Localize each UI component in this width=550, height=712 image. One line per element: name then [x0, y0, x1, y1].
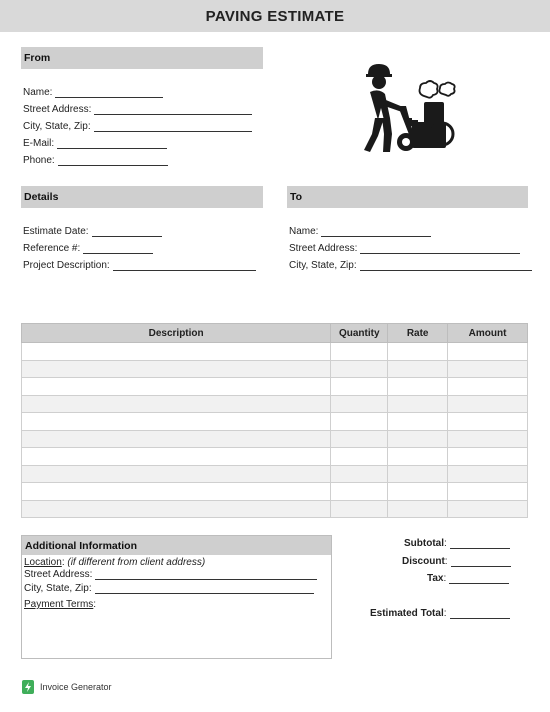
addl-street-field[interactable]	[24, 569, 317, 580]
quantity-cell[interactable]	[331, 465, 388, 483]
details-heading: Details	[21, 186, 263, 208]
title-bar	[0, 0, 550, 32]
quantity-cell[interactable]	[331, 448, 388, 466]
estimate-date-label: Estimate Date:	[23, 226, 89, 237]
discount-field[interactable]	[402, 556, 511, 567]
addl-city-field[interactable]	[24, 583, 314, 594]
amount-cell[interactable]	[448, 378, 528, 396]
reference-label: Reference #:	[23, 243, 81, 254]
amount-cell[interactable]	[448, 343, 528, 361]
table-row	[22, 483, 528, 501]
description-cell[interactable]	[22, 378, 331, 396]
quantity-cell[interactable]	[331, 483, 388, 501]
rate-cell[interactable]	[388, 343, 448, 361]
estimated-total-label: Estimated Total	[370, 608, 444, 619]
to-street-field[interactable]	[289, 243, 520, 254]
line-items-table	[21, 323, 528, 518]
from-email-label: E-Mail:	[23, 138, 55, 149]
description-cell[interactable]	[22, 395, 331, 413]
discount-label: Discount	[402, 556, 445, 567]
invoice-generator-logo-icon	[22, 680, 34, 694]
description-cell[interactable]	[22, 343, 331, 361]
amount-cell[interactable]	[448, 448, 528, 466]
col-quantity-header: Quantity	[331, 324, 388, 343]
quantity-cell[interactable]	[331, 360, 388, 378]
payment-terms-line[interactable]	[24, 599, 96, 610]
estimate-date-field[interactable]	[23, 226, 162, 237]
description-cell[interactable]	[22, 413, 331, 431]
rate-cell[interactable]	[388, 378, 448, 396]
estimated-total-colon: :	[443, 608, 447, 619]
quantity-cell[interactable]	[331, 378, 388, 396]
to-name-label: Name:	[289, 226, 319, 237]
from-street-field[interactable]	[23, 104, 252, 115]
paving-worker-icon	[348, 60, 458, 156]
from-name-label: Name:	[23, 87, 53, 98]
page-title: PAVING ESTIMATE	[205, 7, 345, 25]
table-row	[22, 430, 528, 448]
quantity-cell[interactable]	[331, 500, 388, 518]
to-city-label: City, State, Zip:	[289, 260, 357, 271]
table-row	[22, 465, 528, 483]
amount-cell[interactable]	[448, 500, 528, 518]
subtotal-field[interactable]	[404, 538, 510, 549]
from-phone-label: Phone:	[23, 155, 55, 166]
quantity-cell[interactable]	[331, 430, 388, 448]
table-row	[22, 395, 528, 413]
project-description-field[interactable]	[23, 260, 256, 271]
subtotal-colon: :	[444, 538, 447, 549]
footer-brand[interactable]	[22, 680, 112, 694]
tax-label: Tax	[427, 573, 444, 584]
table-row	[22, 500, 528, 518]
table-row	[22, 448, 528, 466]
amount-cell[interactable]	[448, 430, 528, 448]
description-cell[interactable]	[22, 360, 331, 378]
rate-cell[interactable]	[388, 448, 448, 466]
from-heading: From	[21, 47, 263, 69]
rate-cell[interactable]	[388, 465, 448, 483]
addl-city-label: City, State, Zip:	[24, 583, 92, 594]
to-heading: To	[287, 186, 528, 208]
amount-cell[interactable]	[448, 465, 528, 483]
to-city-field[interactable]	[289, 260, 532, 271]
rate-cell[interactable]	[388, 395, 448, 413]
quantity-cell[interactable]	[331, 395, 388, 413]
amount-cell[interactable]	[448, 483, 528, 501]
location-line: Location : (if different from client address)	[24, 557, 206, 568]
col-description-header: Description	[22, 324, 331, 343]
quantity-cell[interactable]	[331, 343, 388, 361]
project-description-label: Project Description:	[23, 260, 110, 271]
table-row	[22, 413, 528, 431]
rate-cell[interactable]	[388, 500, 448, 518]
from-name-field[interactable]	[23, 87, 163, 98]
from-street-label: Street Address:	[23, 104, 92, 115]
rate-cell[interactable]	[388, 483, 448, 501]
amount-cell[interactable]	[448, 413, 528, 431]
table-row	[22, 343, 528, 361]
quantity-cell[interactable]	[331, 413, 388, 431]
amount-cell[interactable]	[448, 360, 528, 378]
tax-colon: :	[443, 573, 447, 584]
table-row	[22, 378, 528, 396]
amount-cell[interactable]	[448, 395, 528, 413]
description-cell[interactable]	[22, 483, 331, 501]
rate-cell[interactable]	[388, 360, 448, 378]
from-city-field[interactable]	[23, 121, 252, 132]
addl-street-label: Street Address:	[24, 569, 93, 580]
table-header-row	[22, 324, 528, 343]
description-cell[interactable]	[22, 500, 331, 518]
to-street-label: Street Address:	[289, 243, 358, 254]
description-cell[interactable]	[22, 448, 331, 466]
payment-terms-label: Payment Terms	[24, 599, 94, 610]
additional-info-box	[21, 535, 332, 659]
table-row	[22, 360, 528, 378]
reference-field[interactable]	[23, 243, 153, 254]
col-rate-header: Rate	[388, 324, 448, 343]
footer-brand-label: Invoice Generator	[40, 682, 112, 692]
from-phone-field[interactable]	[23, 155, 168, 166]
rate-cell[interactable]	[388, 430, 448, 448]
location-note: (if different from client address)	[67, 557, 206, 568]
tax-field[interactable]	[427, 573, 509, 584]
col-amount-header: Amount	[448, 324, 528, 343]
description-cell[interactable]	[22, 465, 331, 483]
to-name-field[interactable]	[289, 226, 431, 237]
additional-info-heading: Additional Information	[22, 536, 331, 555]
rate-cell[interactable]	[388, 413, 448, 431]
description-cell[interactable]	[22, 430, 331, 448]
from-email-field[interactable]	[23, 138, 167, 149]
discount-colon: :	[444, 556, 448, 567]
subtotal-label: Subtotal	[404, 538, 444, 549]
estimated-total-field[interactable]	[370, 608, 510, 619]
payment-terms-colon: :	[93, 599, 97, 610]
location-label: Location	[24, 557, 62, 568]
from-city-label: City, State, Zip:	[23, 121, 91, 132]
